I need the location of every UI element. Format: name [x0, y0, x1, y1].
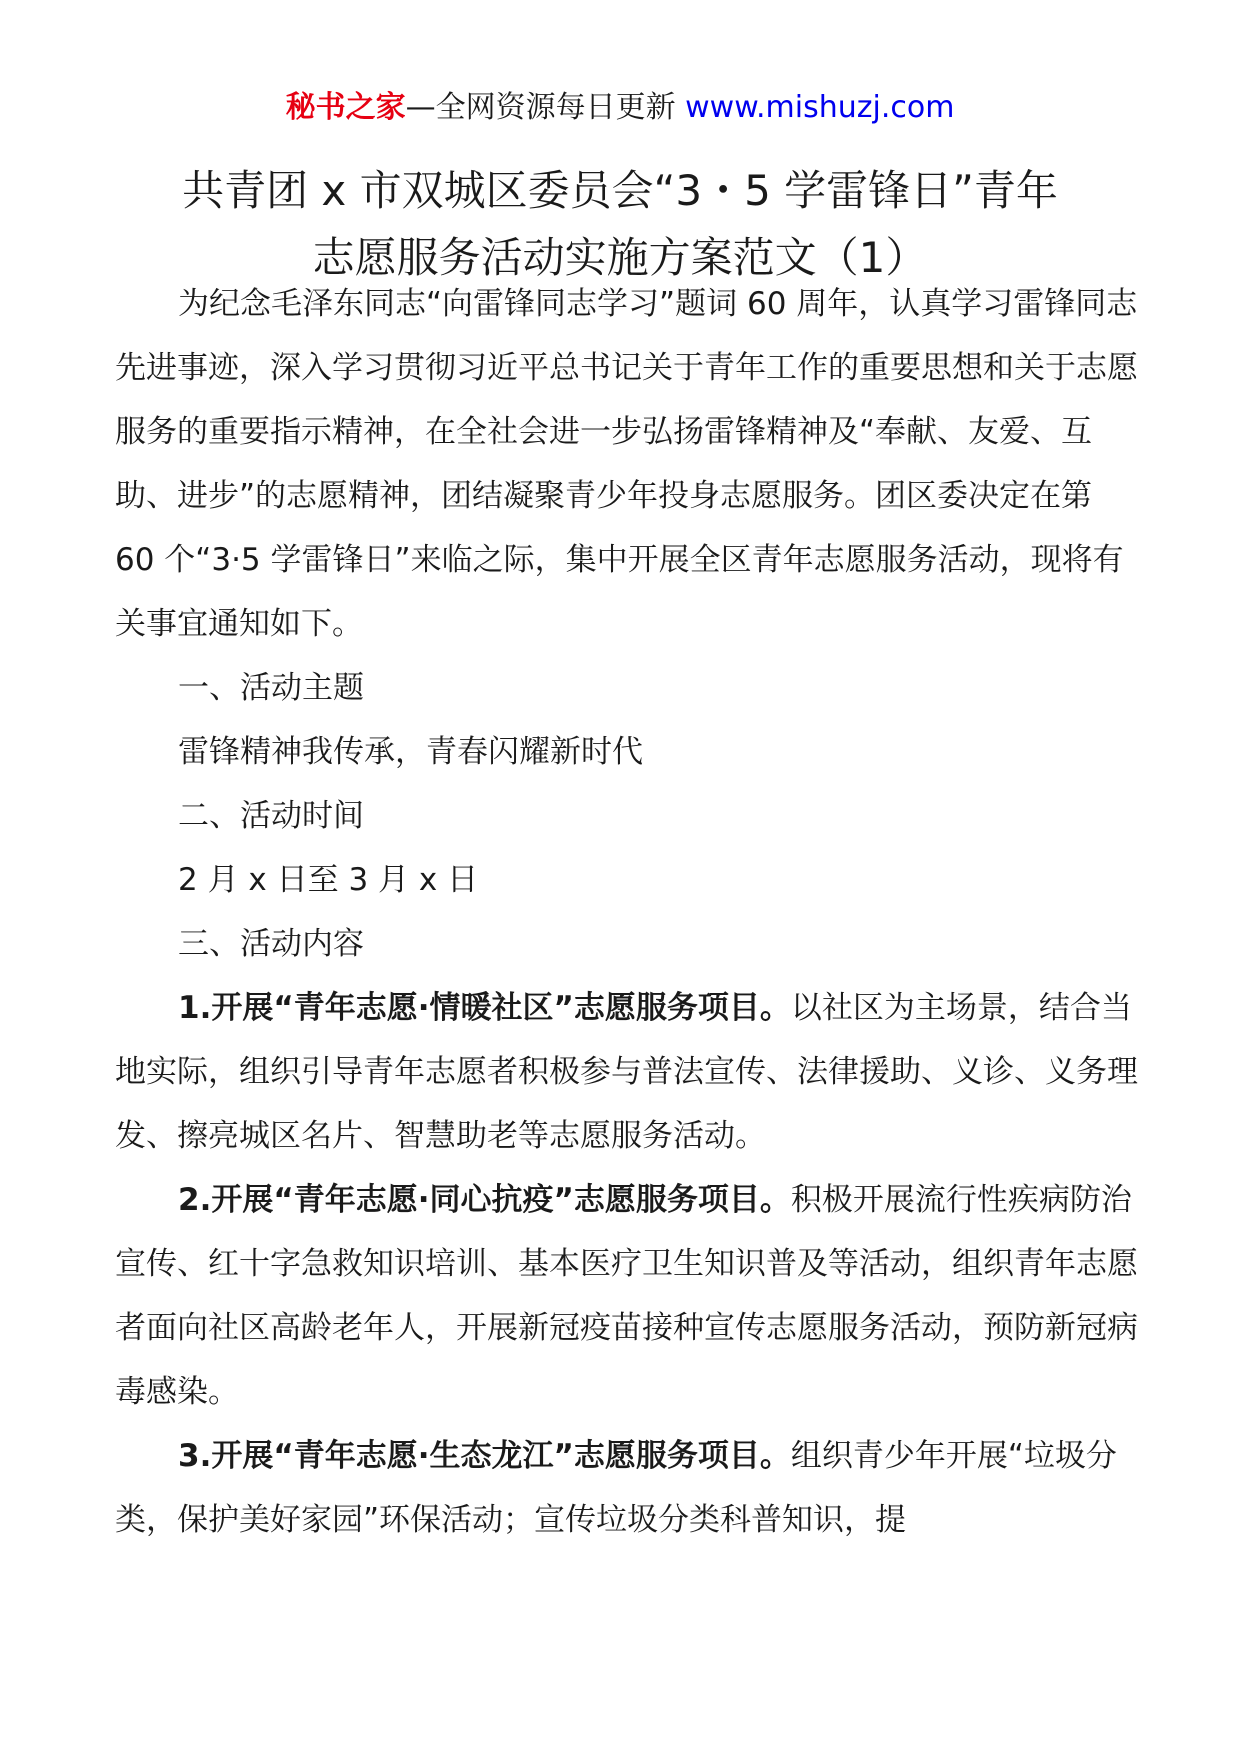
content-item-3-text: 组织青少年开展“垃圾分类，保护美好家园”环保活动；宣传垃圾分类科普知识，提 [115, 1438, 1117, 1538]
time-text: 2 月 x 日至 3 月 x 日 [178, 862, 479, 898]
brand-name: 秘书之家 [285, 90, 406, 125]
content-item-2-text: 积极开展流行性疾病防治宣传、红十字急救知识培训、基本医疗卫生知识普及等活动，组织青年志愿者面向社区高龄老年人，开展新冠疫苗接种宣传志愿服务活动，预防新冠病毒感染。 [115, 1182, 1138, 1410]
content-item-2 [115, 1168, 1140, 1424]
site-header [0, 86, 1240, 130]
content-item-3-lead: 3.开展“青年志愿·生态龙江”志愿服务项目。 [178, 1438, 791, 1474]
content-item-1-lead: 1.开展“青年志愿·情暖社区”志愿服务项目。 [178, 990, 791, 1026]
content-item-3 [115, 1424, 1140, 1552]
document-title-line-1: 共青团 x 市双城区委员会“3・5 学雷锋日”青年 [182, 166, 1058, 215]
document-title-line-2: 志愿服务活动实施方案范文（1） [312, 233, 928, 282]
site-url-link[interactable]: www.mishuzj.com [685, 90, 955, 125]
document-body [115, 272, 1140, 1552]
content-item-1-text: 以社区为主场景，结合当地实际，组织引导青年志愿者积极参与普法宣传、法律援助、义诊、义务理发、擦亮城区名片、智慧助老等志愿服务活动。 [115, 990, 1138, 1154]
section-heading-time: 二、活动时间 [178, 798, 364, 834]
content-item-2-lead: 2.开展“青年志愿·同心抗疫”志愿服务项目。 [178, 1182, 791, 1218]
section-heading-content: 三、活动内容 [178, 926, 364, 962]
theme-text: 雷锋精神我传承，青春闪耀新时代 [178, 734, 643, 770]
content-item-1 [115, 976, 1140, 1168]
section-heading-theme: 一、活动主题 [178, 670, 364, 706]
intro-paragraph: 为纪念毛泽东同志“向雷锋同志学习”题词 60 周年，认真学习雷锋同志先进事迹，深入学习贯彻习近平总书记关于青年工作的重要思想和关于志愿服务的重要指示精神，在全社会进一步弘扬雷锋精神及“奉献、友爱、互助、进步”的志愿精神，团结凝聚青少年投身志愿服务。团区委决定在第 60 个“3·5 学雷锋日”来临之际，集中开展全区青年志愿服务活动，现将有关事宜通知如下。 [115, 286, 1138, 642]
header-tagline: —全网资源每日更新 [405, 90, 686, 125]
